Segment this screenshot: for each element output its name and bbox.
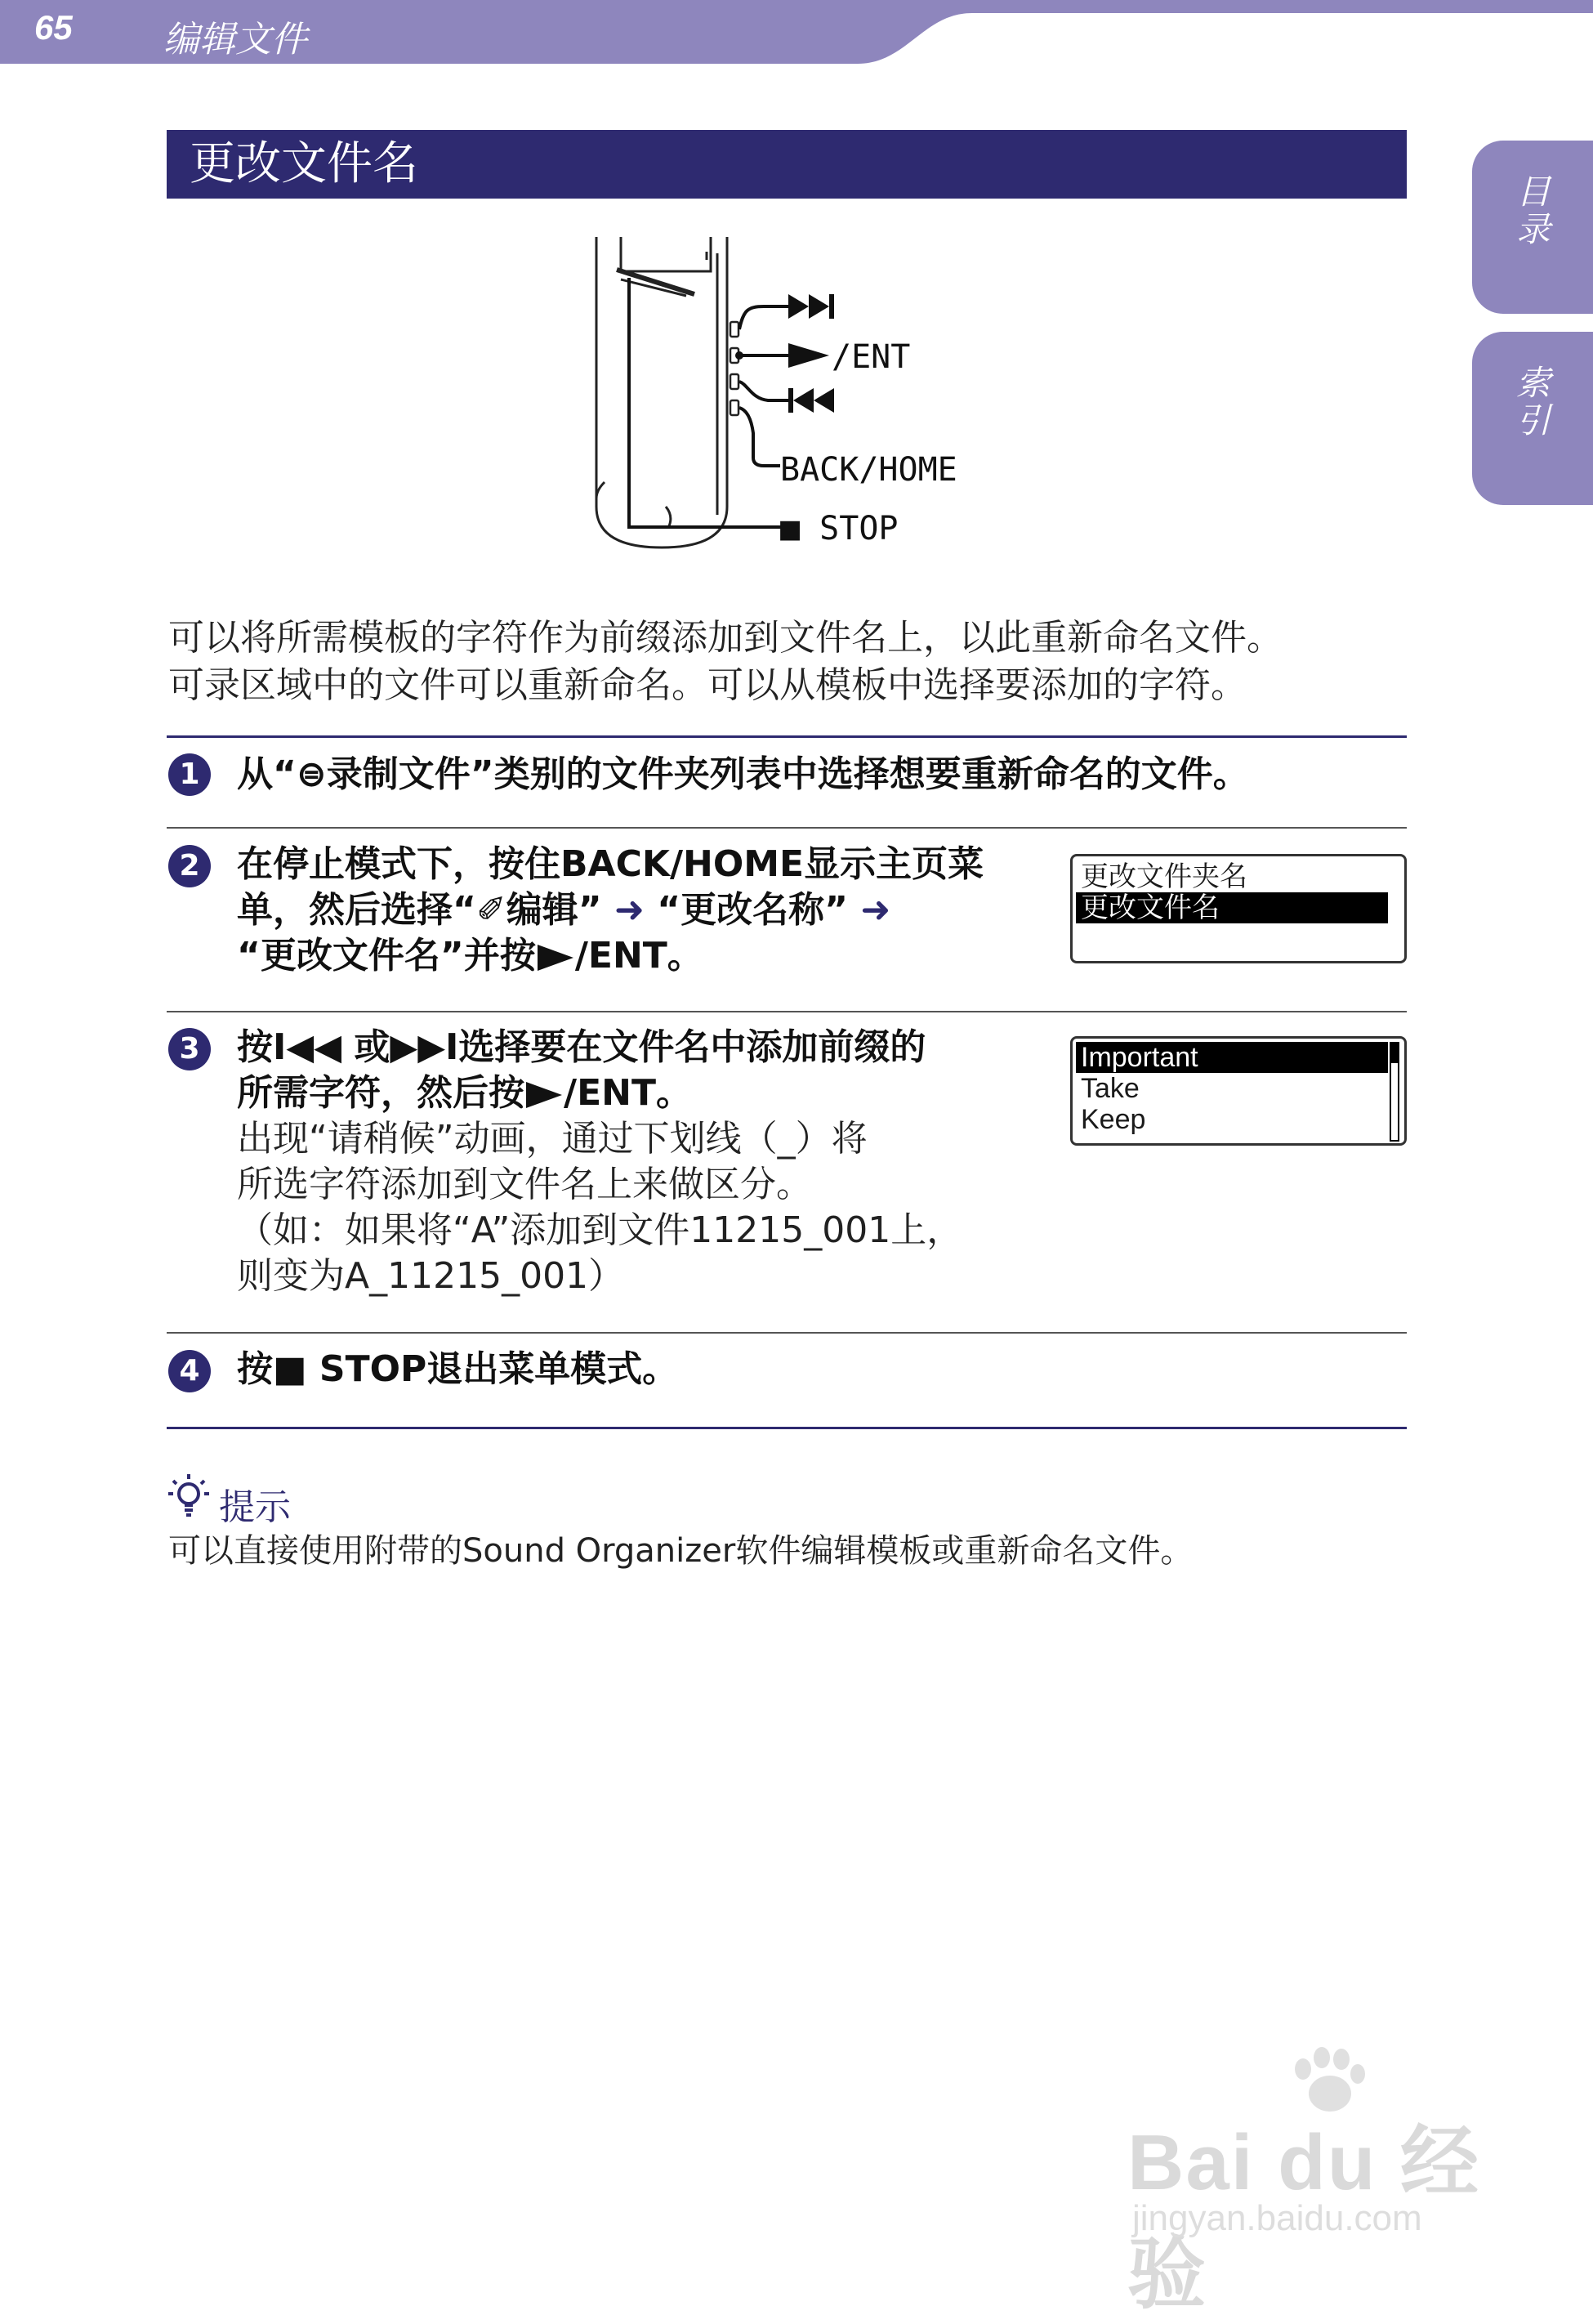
lcd-row: Keep: [1081, 1104, 1146, 1135]
step-3-line-2: [237, 1070, 962, 1116]
step-3-line-1a: 按: [237, 1026, 273, 1068]
intro-line-1: 可以将所需模板的字符作为前缀添加到文件名上，以此重新命名文件。: [168, 617, 1283, 659]
lcd-screen-templates: [1070, 1036, 1407, 1146]
play-icon: [538, 945, 573, 971]
step-3-note-4: 则变为A_11215_001）: [237, 1255, 625, 1297]
page-number: 65: [34, 8, 73, 47]
lcd-row: Take: [1081, 1073, 1140, 1104]
watermark-sub: jingyan.baidu.com: [1132, 2198, 1422, 2238]
step-2-line-2a: 单，然后选择“✐编辑”: [237, 889, 602, 931]
divider: [167, 1427, 1407, 1429]
tab-index-label: 索引: [1511, 364, 1551, 440]
tab-contents[interactable]: [1472, 141, 1593, 314]
hint-title: 提示: [219, 1486, 291, 1528]
step-3-text: [237, 1025, 962, 1299]
next-track-icon: [788, 294, 834, 319]
step-2-line-1: 在停止模式下，按住BACK/HOME显示主页菜: [237, 843, 984, 885]
step-2-text: [237, 842, 984, 979]
step-2-line-3: [237, 933, 984, 979]
lcd-row: 更改文件夹名: [1081, 861, 1247, 892]
divider: [167, 1011, 1407, 1012]
page-heading-bar: [167, 130, 1407, 199]
step-3-note-3: （如：如果将“A”添加到文件11215_001上，: [237, 1209, 963, 1251]
step-4-line: 按■ STOP退出菜单模式。: [237, 1348, 679, 1390]
tab-contents-label: 目录: [1511, 173, 1551, 248]
step-1-line: 从“⊜录制文件”类别的文件夹列表中选择想要重新命名的文件。: [237, 753, 1249, 795]
step-2-line-2b: “更改名称”: [657, 889, 849, 931]
arrow-right-icon: ➜: [614, 889, 645, 931]
intro-line-2: 可录区域中的文件可以重新命名。可以从模板中选择要添加的字符。: [168, 664, 1247, 706]
stop-label: ■ STOP: [780, 510, 899, 547]
step-2-line-3a: “更改文件名”并按: [237, 935, 536, 977]
lcd-screen-menu: [1070, 854, 1407, 963]
step-3-line-2b: /ENT。: [564, 1072, 692, 1114]
baidu-watermark: [1127, 2043, 1503, 2318]
step-2-line-2: [237, 887, 984, 933]
step-3-number: 3: [168, 1028, 211, 1070]
watermark-main: Bai du 经验: [1127, 2119, 1481, 2318]
divider: [167, 827, 1407, 829]
step-4-text: [237, 1347, 678, 1392]
recorder-buttons: [730, 322, 738, 415]
back-home-label: BACK/HOME: [780, 451, 957, 489]
page-title: 更改文件名: [190, 137, 418, 190]
lightbulb-icon: [167, 1473, 211, 1525]
play-icon: [788, 343, 829, 368]
recorder-body: [596, 237, 727, 547]
step-3-line-1b: 或: [354, 1026, 390, 1068]
step-3-note-1: 出现“请稍候”动画，通过下划线（_）将: [237, 1118, 868, 1160]
intro-paragraph: [168, 615, 1283, 709]
step-2-line-3b: /ENT。: [574, 935, 703, 977]
step-3-line-1: [237, 1025, 962, 1070]
step-3-line-2a: 所需字符，然后按: [237, 1072, 524, 1114]
previous-track-icon: [788, 388, 834, 413]
step-2-number: 2: [168, 845, 211, 887]
play-icon: [526, 1082, 562, 1108]
arrow-right-icon: ➜: [860, 889, 891, 931]
recorder-illustration: [572, 237, 1062, 564]
scrollbar-thumb: [1391, 1044, 1398, 1063]
divider: [167, 1332, 1407, 1334]
scrollbar: [1390, 1042, 1399, 1142]
tab-index[interactable]: [1472, 332, 1593, 505]
divider: [167, 735, 1407, 738]
play-ent-label: /ENT: [832, 338, 911, 376]
step-4-number: 4: [168, 1350, 211, 1392]
leader-dot: [735, 351, 743, 360]
lcd-row-selected: Important: [1076, 1042, 1388, 1073]
next-track-icon: ▶▶I: [390, 1026, 459, 1068]
hint-body: 可以直接使用附带的Sound Organizer软件编辑模板或重新命名文件。: [168, 1532, 1194, 1570]
step-1-number: 1: [168, 753, 211, 796]
leader-lines: [629, 278, 792, 527]
lcd-row-selected: 更改文件名: [1076, 892, 1388, 923]
section-title: 编辑文件: [163, 19, 307, 60]
step-3-line-1c: 选择要在文件名中添加前缀的: [458, 1026, 926, 1068]
previous-track-icon: I◀◀: [273, 1026, 342, 1068]
step-3-note-2: 所选字符添加到文件名上来做区分。: [237, 1164, 812, 1205]
step-1-text: [237, 752, 1249, 798]
